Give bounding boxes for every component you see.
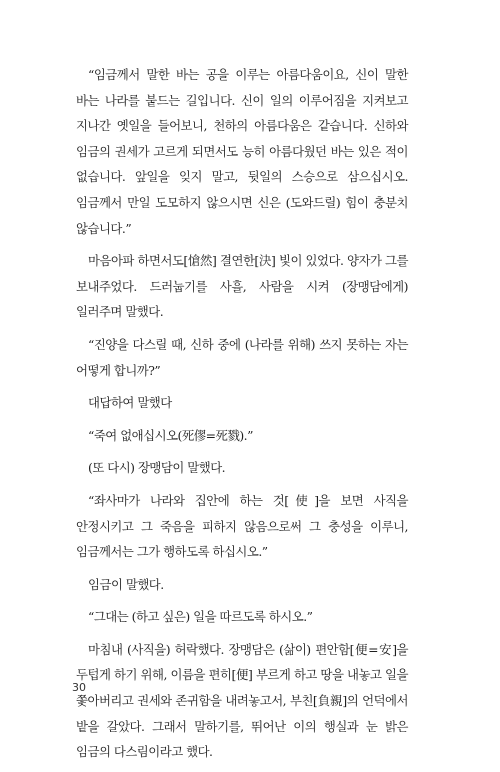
paragraph: 임금이 말했다. — [88, 576, 164, 592]
paragraph: 대답하여 말했다 — [88, 395, 172, 411]
paragraph: “진양을 다스릴 때, 신하 중에 (나라를 위해) 쓰지 못하는 자는 어떻게 합니까?” — [76, 336, 408, 378]
paragraph: “그대는 (하고 싶은) 일을 따르도록 하시오.” — [88, 609, 313, 625]
paragraph: (또 다시) 장맹담이 말했다. — [88, 460, 226, 476]
paragraph: “좌사마가 나라와 집안에 하는 것[使]을 보면 사직을 안정시키고 그 죽음을 피하지 않음으로써 그 충성을 이루니, 임금께서는 그가 행하도록 하십시오.” — [76, 492, 408, 560]
paragraph: 마침내 (사직을) 허락했다. 장맹담은 (삶이) 편안함[便=安]을 두텁게 하기 위해, 이름을 편히[便] 부르게 하고 땅을 내놓고 일을 쫓아버리고 권세와 존귀함을 내려놓고서, 부친[負親]의 언덕에서 밭을 갈았다. 그래서 말하기를, 뛰어난 이의 행실과 눈 밝은 임금의 다스림이라고 했다. — [76, 641, 408, 760]
paragraph: “죽여 없애십시오(死僇=死戮).” — [88, 427, 253, 443]
page-number: 30 — [72, 681, 86, 694]
paragraph: “임금께서 말한 바는 공을 이루는 아름다움이요, 신이 말한 바는 나라를 붙드는 길입니다. 신이 일의 이루어짐을 지켜보고 지나간 옛일을 들어보니, 천하의 아름다움은 같습니다. 신하와 임금의 권세가 고르게 되면서도 능히 아름다웠던 바는 있은 적이 없습니다. 앞일을 잊지 말고, 뒷일의 스승으로 삼으십시오. 임금께서 만일 도모하지 않으시면 신은 (도와드릴) 힘이 충분치 않습니다.” — [76, 67, 408, 236]
paragraph: 마음아파 하면서도[愴然] 결연한[決] 빛이 있었다. 양자가 그를 보내주었다. 드러눕기를 사흘, 사람을 시켜 (장맹담에게) 일러주며 말했다. — [76, 253, 408, 320]
body-text — [76, 62, 408, 772]
